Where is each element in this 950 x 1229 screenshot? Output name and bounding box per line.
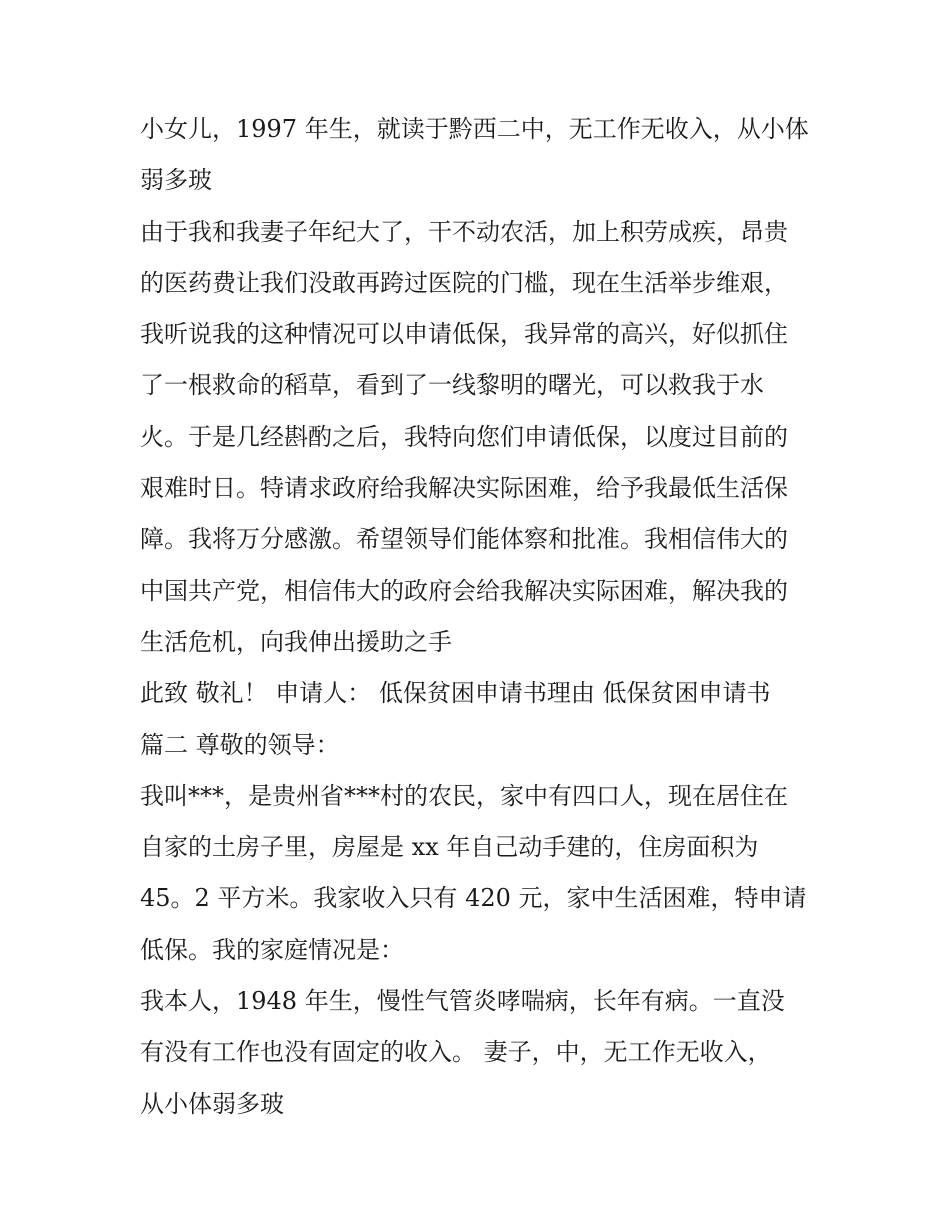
text-line: 我叫***，是贵州省***村的农民，家中有四口人，现在居住在 (140, 781, 788, 810)
text-line: 中国共产党，相信伟大的政府会给我解决实际困难，解决我的 (140, 576, 788, 605)
text-line: 弱多玻 (140, 166, 212, 195)
closing-line: 此致 敬礼！ 申请人： 低保贫困申请书理由 低保贫困申请书 (140, 679, 771, 708)
text-line: 我本人，1948 年生，慢性气管炎哮喘病，长年有病。一直没 (140, 987, 785, 1016)
text-line: 有没有工作也没有固定的收入。 妻子，中，无工作无收入， (140, 1038, 772, 1067)
text-line: 的医药费让我们没敢再跨过医院的门槛，现在生活举步维艰， (140, 268, 788, 297)
text-line: 45。2 平方米。我家收入只有 420 元，家中生活困难，特申请 (140, 884, 807, 913)
text-line: 低保。我的家庭情况是： (140, 935, 404, 964)
text-line: 火。于是几经斟酌之后，我特向您们申请低保，以度过目前的 (140, 422, 788, 451)
text-line: 障。我将万分感激。希望领导们能体察和批准。我相信伟大的 (140, 525, 788, 554)
text-line: 我听说我的这种情况可以申请低保，我异常的高兴，好似抓住 (140, 320, 788, 349)
text-line: 艰难时日。特请求政府给我解决实际困难，给予我最低生活保 (140, 474, 788, 503)
text-line: 小女儿，1997 年生，就读于黔西二中，无工作无收入，从小体 (140, 115, 809, 143)
text-line: 了一根救命的稻草，看到了一线黎明的曙光，可以救我于水 (140, 371, 764, 400)
text-line: 生活危机，向我伸出援助之手 (140, 627, 452, 656)
text-line: 自家的土房子里，房屋是 xx 年自己动手建的，住房面积为 (140, 833, 759, 862)
text-line: 由于我和我妻子年纪大了，干不动农活，加上积劳成疾，昂贵 (140, 217, 788, 246)
section-heading: 篇二 尊敬的领导： (140, 730, 340, 759)
document-body (140, 104, 820, 1130)
text-line: 从小体弱多玻 (140, 1089, 284, 1118)
